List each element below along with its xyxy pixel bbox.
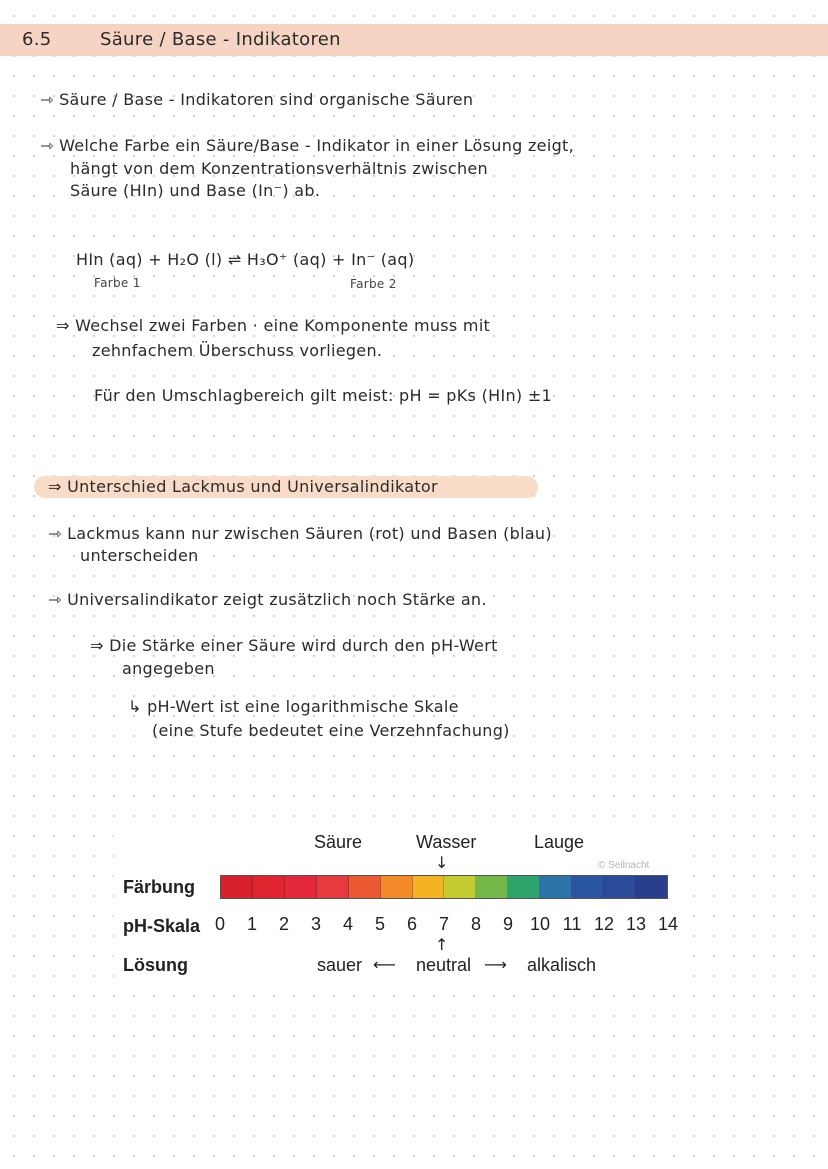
color-segment — [413, 876, 445, 898]
note-line-4: Für den Umschlagbereich gilt meist: pH = pKs (HIn) ±1 — [94, 386, 553, 405]
ph-tick: 13 — [625, 914, 647, 934]
color-bar — [220, 875, 668, 899]
ph-scale-figure — [114, 822, 686, 994]
color-segment — [381, 876, 413, 898]
note-line-5a: ⇾ Lackmus kann nur zwischen Säuren (rot) und Basen (blau) — [48, 524, 552, 543]
note-line-6: ⇾ Universalindikator zeigt zusätzlich noch Stärke an. — [48, 590, 487, 609]
neutral-label: neutral — [416, 955, 472, 975]
ph-tick: 9 — [502, 914, 513, 934]
left-arrow-icon: ⟵ — [373, 955, 396, 974]
ph-tick: 3 — [310, 914, 321, 934]
color-segment — [540, 876, 572, 898]
ph-tick: 8 — [470, 914, 481, 934]
color-segment — [253, 876, 285, 898]
section-heading-2: ⇒ Unterschied Lackmus und Universalindikator — [48, 477, 438, 496]
note-line-7b: angegeben — [122, 659, 215, 678]
color-row-label: Färbung — [123, 877, 195, 897]
color-segment — [508, 876, 540, 898]
note-line-2c: Säure (HIn) und Base (In⁻) ab. — [70, 181, 321, 200]
base-label: Lauge — [534, 832, 585, 852]
color-segment — [476, 876, 508, 898]
equation: HIn (aq) + H₂O (l) ⇌ H₃O⁺ (aq) + In⁻ (aq) — [76, 250, 415, 269]
ph-tick: 11 — [562, 914, 582, 934]
color-segment — [444, 876, 476, 898]
color-1-label: Farbe 1 — [94, 276, 141, 290]
section-number: 6.5 — [22, 29, 52, 50]
note-line-5b: unterscheiden — [80, 546, 199, 565]
copyright: © Seilnacht — [598, 860, 650, 871]
note-line-2a: ⇾ Welche Farbe ein Säure/Base - Indikator in einer Lösung zeigt, — [40, 136, 574, 155]
ph-tick: 7 — [438, 914, 449, 934]
ph-ticks — [214, 914, 679, 936]
color-segment — [221, 876, 253, 898]
note-line-3b: zehnfachem Überschuss vorliegen. — [92, 341, 383, 360]
color-segment — [636, 876, 667, 898]
alkaline-label: alkalisch — [527, 955, 597, 975]
up-arrow-icon: ↑ — [435, 935, 449, 954]
scale-row-label: pH-Skala — [123, 916, 201, 936]
color-segment — [317, 876, 349, 898]
solution-row-label: Lösung — [123, 955, 188, 975]
note-line-3a: ⇒ Wechsel zwei Farben · eine Komponente muss mit — [56, 316, 491, 335]
water-label: Wasser — [416, 832, 477, 852]
note-line-7a: ⇒ Die Stärke einer Säure wird durch den pH-Wert — [90, 636, 498, 655]
ph-tick: 1 — [246, 914, 257, 934]
color-segment — [285, 876, 317, 898]
color-segment — [604, 876, 636, 898]
down-arrow-icon: ↓ — [435, 853, 449, 872]
color-segment — [572, 876, 604, 898]
ph-tick: 5 — [374, 914, 385, 934]
acidic-label: sauer — [317, 955, 363, 975]
note-line-8a: ↳ pH-Wert ist eine logarithmische Skale — [128, 697, 459, 716]
ph-tick: 2 — [278, 914, 289, 934]
note-line-8b: (eine Stufe bedeutet eine Verzehnfachung) — [152, 721, 510, 740]
page-title: Säure / Base - Indikatoren — [100, 29, 341, 50]
color-2-label: Farbe 2 — [350, 277, 397, 291]
color-segment — [349, 876, 381, 898]
note-line-2b: hängt von dem Konzentrationsverhältnis zwischen — [70, 159, 488, 178]
ph-tick: 6 — [406, 914, 417, 934]
acid-label: Säure — [314, 832, 363, 852]
ph-tick: 4 — [342, 914, 353, 934]
ph-tick: 10 — [529, 914, 551, 934]
ph-tick: 12 — [593, 914, 615, 934]
ph-tick: 14 — [657, 914, 679, 934]
note-line-1: ⇾ Säure / Base - Indikatoren sind organische Säuren — [40, 90, 474, 109]
ph-tick: 0 — [214, 914, 225, 934]
right-arrow-icon: ⟶ — [484, 955, 507, 974]
